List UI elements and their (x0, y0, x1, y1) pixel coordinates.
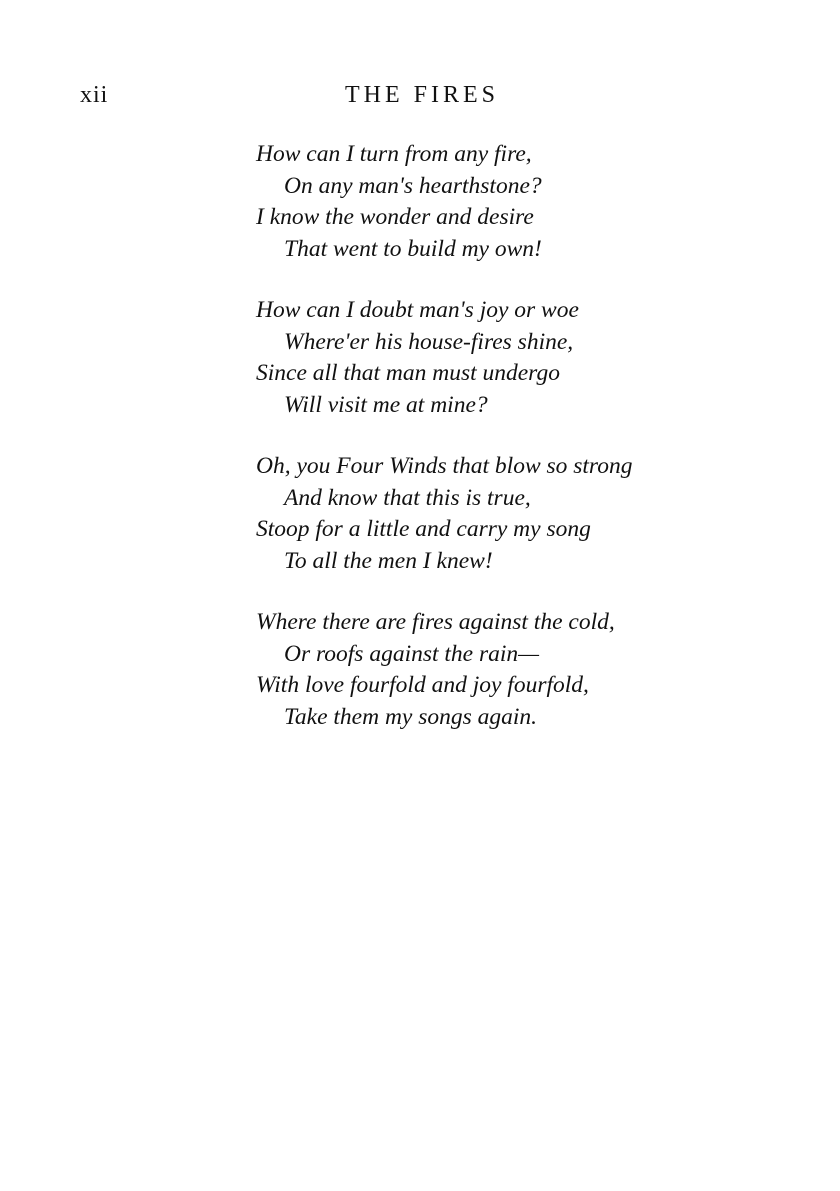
running-head: THE FIRES (345, 82, 500, 108)
poem-line: Will visit me at mine? (284, 391, 488, 418)
poem-line: To all the men I knew! (284, 547, 493, 574)
page-number: xii (80, 82, 109, 108)
stanza-2 (256, 295, 796, 421)
poem-line: Or roofs against the rain— (284, 640, 540, 667)
poem-line: Where'er his house-fires shine, (284, 328, 574, 355)
poem (256, 139, 796, 763)
poem-line: How can I turn from any fire, (256, 141, 532, 167)
stanza-3 (256, 451, 796, 577)
poem-line: On any man's hearthstone? (284, 172, 542, 199)
poem-line: I know the wonder and desire (256, 204, 534, 230)
poem-line: With love fourfold and joy fourfold, (256, 672, 589, 698)
poem-line: Where there are fires against the cold, (256, 609, 615, 635)
poem-line: Since all that man must undergo (256, 360, 560, 386)
poem-line: Oh, you Four Winds that blow so strong (256, 453, 633, 479)
stanza-4 (256, 607, 796, 733)
stanza-1 (256, 139, 796, 265)
poem-line: Stoop for a little and carry my song (256, 516, 591, 542)
poem-line: Take them my songs again. (284, 703, 538, 730)
poem-line: How can I doubt man's joy or woe (256, 297, 579, 323)
poem-line: That went to build my own! (284, 235, 542, 262)
poem-line: And know that this is true, (284, 484, 531, 511)
